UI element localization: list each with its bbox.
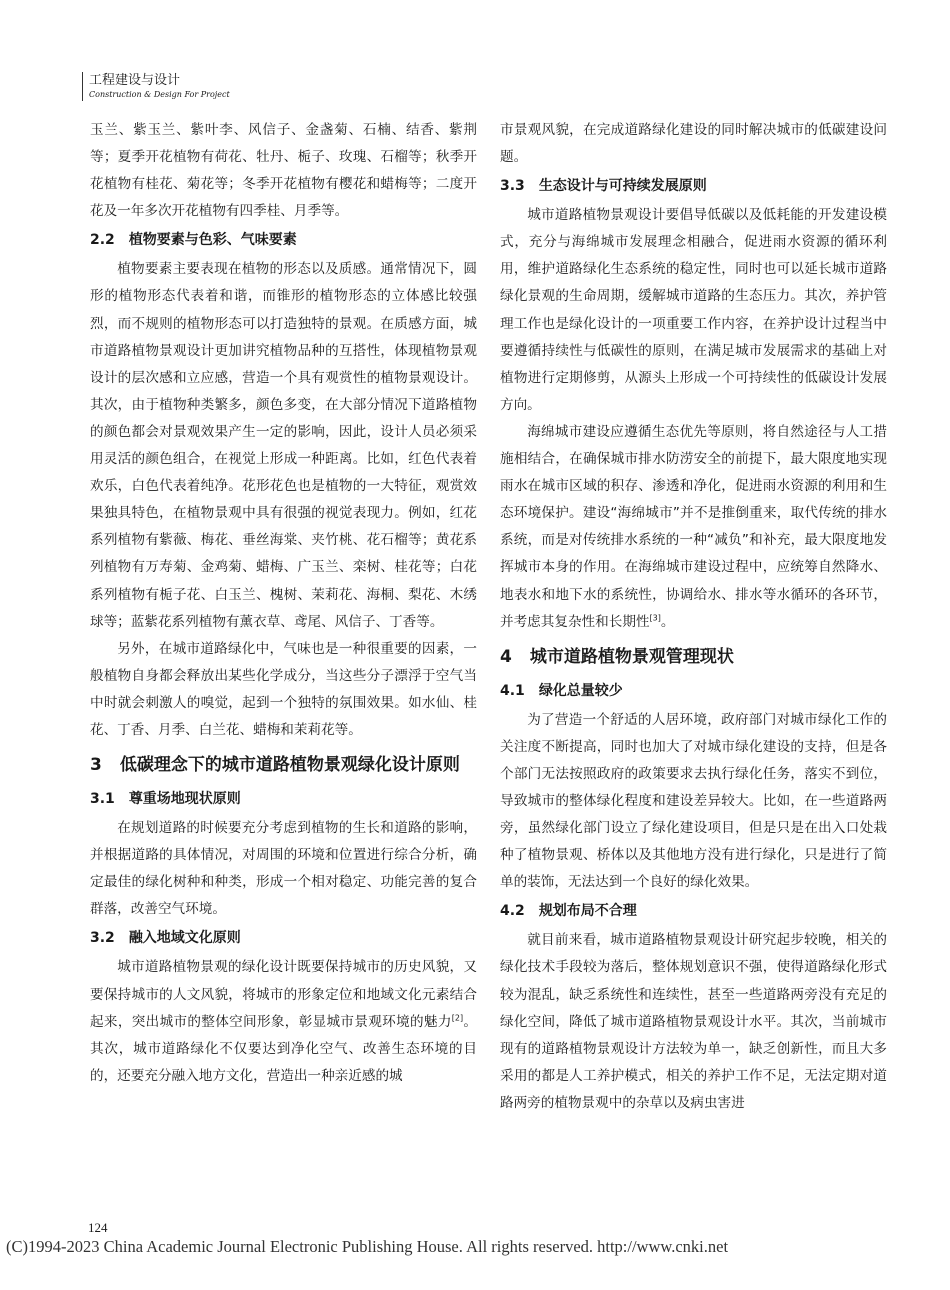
- section-number: 3: [90, 755, 102, 776]
- section-heading-3-1: [90, 785, 477, 813]
- section-heading-3-3: [500, 172, 887, 200]
- section-number: 4.1: [500, 682, 525, 699]
- paragraph-continued: 市景观风貌，在完成道路绿化建设的同时解决城市的低碳建设问题。: [500, 122, 887, 166]
- paragraph: [500, 419, 887, 636]
- citation-ref: [3]: [649, 613, 661, 623]
- section-number: 2.2: [90, 232, 115, 249]
- paragraph: 植物要素主要表现在植物的形态以及质感。通常情况下，圆形的植物形态代表着和谐，而锥形的植物形态的立体感比较强烈，而不规则的植物形态可以打造独特的景观。在质感方面，城市道路植物景观设计更加讲究植物品种的互搭性，体现植物景观设计的层次感和立应感，营造一个具有观赏性的植物景观设计。其次，由于植物种类繁多，颜色多变，在大部分情况下道路植物的颜色都会对景观效果产生一定的影响，因此，设计人员必须采用灵活的颜色组合，在视觉上形成一种距离。比如，红色代表着欢乐，白色代表着纯净。花形花色也是植物的一大特征，观赏效果独具特色，在植物景观中具有很强的视觉表现力。例如，红花系列植物有紫薇、梅花、垂丝海棠、夹竹桃、花石榴等；黄花系列植物有万寿菊、金鸡菊、蜡梅、广玉兰、栾树、桂花等；白花系列植物有栀子花、白玉兰、槐树、茉莉花、海桐、梨花、木绣球等；蓝紫花系列植物有薰衣草、鸢尾、风信子、丁香等。: [90, 261, 477, 630]
- paragraph-intro-continued: 玉兰、紫玉兰、紫叶李、风信子、金盏菊、石楠、结香、紫荆等；夏季开花植物有荷花、牡丹、栀子、玫瑰、石榴等；秋季开花植物有桂花、菊花等；冬季开花植物有樱花和蜡梅等；二度开花及一年多次开花植物有四季桂、月季等。: [90, 122, 477, 220]
- copyright-footer: (C)1994-2023 China Academic Journal Electronic Publishing House. All rights reserved. http://www.cnki.net: [6, 1237, 729, 1256]
- section-title: 融入地域文化原则: [128, 930, 241, 947]
- paragraph: 就目前来看，城市道路植物景观设计研究起步较晚，相关的绿化技术手段较为落后，整体规划意识不强，使得道路绿化形式较为混乱，缺乏系统性和连续性，甚至一些道路两旁没有充足的绿化空间，降低了城市道路植物景观设计水平。其次，当前城市现有的道路植物景观设计方法较为单一，缺乏创新性，而且大多采用的都是人工养护模式，相关的养护工作不足，无法定期对道路两旁的植物景观中的杂草以及病虫害进: [500, 932, 887, 1111]
- citation-ref: [2]: [451, 1013, 464, 1023]
- section-number: 3.3: [500, 178, 525, 195]
- section-heading-4-1: [500, 677, 887, 705]
- section-title: 规划布局不合理: [538, 903, 637, 920]
- section-title: 城市道路植物景观管理现状: [529, 646, 734, 667]
- section-title: 低碳理念下的城市道路植物景观绿化设计原则: [119, 755, 460, 776]
- section-title: 尊重场地现状原则: [128, 791, 241, 808]
- paragraph: [90, 954, 477, 1089]
- section-heading-4: [500, 640, 887, 674]
- section-title: 绿化总量较少: [538, 682, 623, 699]
- paragraph-text: 城市道路植物景观的绿化设计既要保持城市的历史风貌，又要保持城市的人文风貌，将城市的形象定位和地域文化元素结合起来，突出城市的整体空间形象，彰显城市景观环境的魅力: [90, 959, 477, 1030]
- paragraph-text: 。: [660, 613, 675, 630]
- journal-header: [82, 72, 230, 101]
- right-column: [500, 117, 887, 1117]
- paragraph-text: 。其次，城市道路绿化不仅要达到净化空气、改善生态环境的目的，还要充分融入地方文化，营造出一种亲近感的城: [90, 1013, 478, 1084]
- section-number: 3.2: [90, 930, 115, 947]
- section-heading-2-2: [90, 226, 477, 254]
- section-number: 4.2: [500, 903, 525, 920]
- page-number: 124: [88, 1220, 108, 1235]
- journal-title-en: Construction & Design For Project: [89, 90, 230, 99]
- section-heading-3-2: [90, 924, 477, 952]
- section-number: 4: [500, 646, 512, 667]
- paragraph-text: 海绵城市建设应遵循生态优先等原则，将自然途径与人工措施相结合，在确保城市排水防涝安全的前提下，最大限度地实现雨水在城市区域的积存、渗透和净化，促进雨水资源的利用和生态环境保护。建设“海绵城市”并不是推倒重来，取代传统的排水系统，而是对传统排水系统的一种“减负”和补充，最大限度地发挥城市本身的作用。在海绵城市建设过程中，应统筹自然降水、地表水和地下水的系统性，协调给水、排水等水循环的各环节，并考虑其复杂性和长期性: [500, 423, 887, 630]
- paragraph: 为了营造一个舒适的人居环境，政府部门对城市绿化工作的关注度不断提高，同时也加大了对城市绿化建设的支持，但是各个部门无法按照政府的政策要求去执行绿化任务，落实不到位，导致城市的整体绿化程度和建设差异较大。比如，在一些道路两旁，虽然绿化部门设立了绿化建设项目，但是只是在出入口处栽种了植物景观、桥体以及其他地方没有进行绿化，只是进行了简单的装饰，无法达到一个良好的绿化效果。: [500, 711, 887, 891]
- section-heading-4-2: [500, 897, 887, 925]
- paragraph: 在规划道路的时候要充分考虑到植物的生长和道路的影响，并根据道路的具体情况，对周围的环境和位置进行综合分析，确定最佳的绿化树种和种类，形成一个相对稳定、功能完善的复合群落，改善空气环境。: [90, 820, 477, 918]
- left-column: [90, 117, 477, 1090]
- section-heading-3: [90, 748, 477, 782]
- section-title: 植物要素与色彩、气味要素: [128, 232, 297, 249]
- section-title: 生态设计与可持续发展原则: [538, 178, 707, 195]
- paragraph: 城市道路植物景观设计要倡导低碳以及低耗能的开发建设模式，充分与海绵城市发展理念相融合，促进雨水资源的循环利用，维护道路绿化生态系统的稳定性，同时也可以延长城市道路绿化景观的生命周期，缓解城市道路的生态压力。其次，养护管理工作也是绿化设计的一项重要工作内容，在养护设计过程当中要遵循持续性与低碳性的原则，在满足城市发展需求的基础上对植物进行定期修剪，从源头上形成一个可持续性的低碳设计发展方向。: [500, 207, 887, 413]
- section-number: 3.1: [90, 791, 115, 808]
- journal-title-cn: 工程建设与设计: [89, 73, 181, 88]
- paragraph: 另外，在城市道路绿化中，气味也是一种很重要的因素，一般植物自身都会释放出某些化学成分，当这些分子漂浮于空气当中时就会刺激人的嗅觉，起到一个独特的氛围效果。如水仙、桂花、丁香、月季、白兰花、蜡梅和茉莉花等。: [90, 640, 477, 738]
